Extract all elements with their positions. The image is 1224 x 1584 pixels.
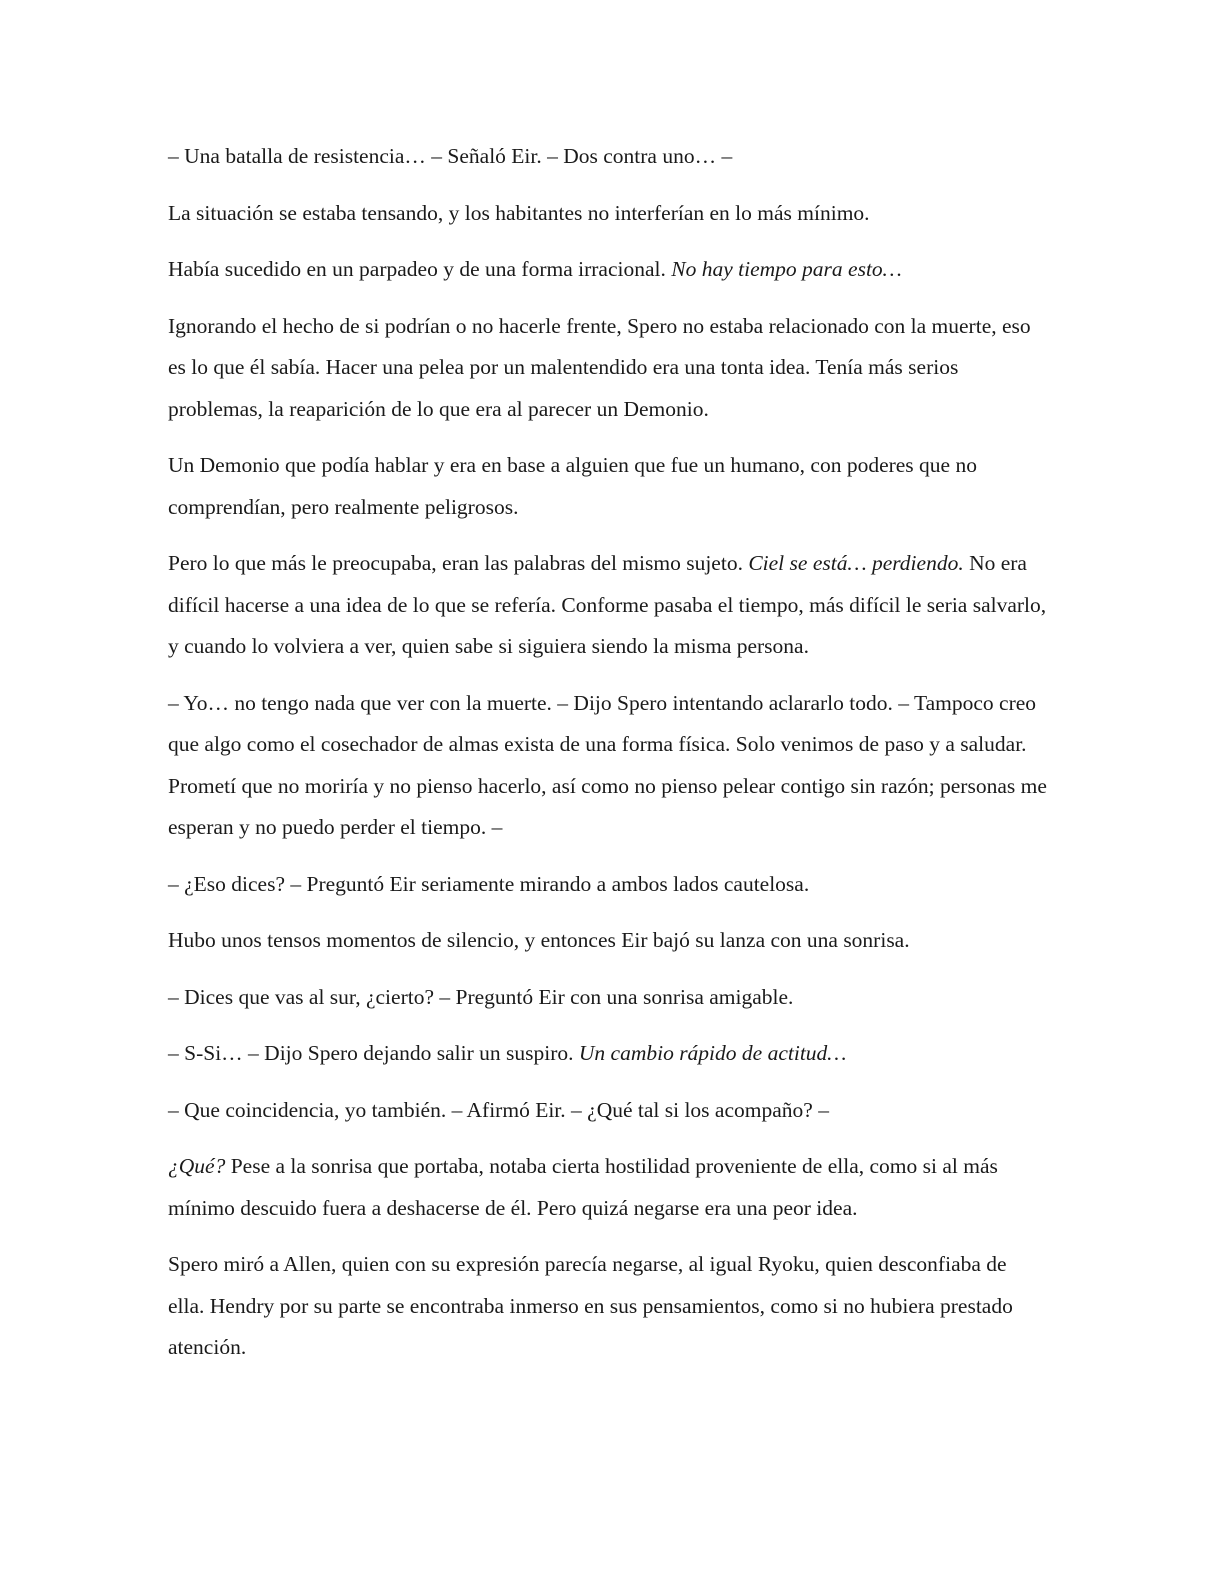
paragraph [168, 1146, 1048, 1229]
text-segment: Pese a la sonrisa que portaba, notaba cierta hostilidad proveniente de ella, como si al más mínimo descuido fuera a deshacerse de él. Pero quizá negarse era una peor idea. [168, 1154, 998, 1220]
text-segment: Spero miró a Allen, quien con su expresión parecía negarse, al igual Ryoku, quien desconfiaba de ella. Hendry por su parte se encontraba inmerso en sus pensamientos, como si no hubiera prestado atención. [168, 1252, 1013, 1359]
text-segment: Pero lo que más le preocupaba, eran las palabras del mismo sujeto. [168, 551, 749, 575]
paragraph [168, 683, 1048, 849]
text-segment: – Yo… no tengo nada que ver con la muerte. – Dijo Spero intentando aclararlo todo. – Tampoco creo que algo como el cosechador de almas exista de una forma física. Solo venimos de paso y a saludar. Prometí que no moriría y no pienso hacerlo, así como no pienso pelear contigo sin razón; personas me esperan y no puedo perder el tiempo. – [168, 690, 1047, 839]
paragraph [168, 249, 1048, 291]
italic-text: Un cambio rápido de actitud… [578, 1041, 847, 1065]
paragraph [168, 1244, 1048, 1369]
italic-text: Ciel se está… perdiendo. [748, 551, 964, 575]
paragraph [168, 445, 1048, 528]
italic-text: ¿Qué? [168, 1154, 226, 1178]
paragraph [168, 193, 1048, 235]
paragraph [168, 1033, 1048, 1075]
text-segment: No era difícil hacerse a una idea de lo que se refería. Conforme pasaba el tiempo, más difícil le seria salvarlo, y cuando lo volviera a ver, quien sabe si siguiera siendo la misma persona. [168, 551, 1047, 658]
text-segment: Ignorando el hecho de si podrían o no hacerle frente, Spero no estaba relacionado con la muerte, eso es lo que él sabía. Hacer una pelea por un malentendido era una tonta idea. Tenía más serios problemas, la reaparición de lo que era al parecer un Demonio. [168, 313, 1031, 421]
paragraph [168, 136, 1048, 178]
text-segment: – Que coincidencia, yo también. – Afirmó Eir. – ¿Qué tal si los acompaño? – [168, 1097, 829, 1122]
paragraph [168, 977, 1048, 1019]
paragraph [168, 920, 1048, 962]
text-segment: – S-Si… – Dijo Spero dejando salir un suspiro. [168, 1041, 579, 1065]
italic-text: No hay tiempo para esto… [671, 257, 902, 281]
document-page [168, 136, 1048, 1384]
text-segment: Había sucedido en un parpadeo y de una forma irracional. [168, 257, 672, 281]
text-segment: – Dices que vas al sur, ¿cierto? – Preguntó Eir con una sonrisa amigable. [168, 984, 794, 1009]
text-segment: – Una batalla de resistencia… – Señaló Eir. – Dos contra uno… – [168, 144, 733, 168]
paragraph [168, 306, 1048, 431]
paragraph [168, 543, 1048, 668]
paragraph [168, 864, 1048, 906]
text-segment: Hubo unos tensos momentos de silencio, y entonces Eir bajó su lanza con una sonrisa. [168, 928, 910, 952]
text-segment: – ¿Eso dices? – Preguntó Eir seriamente mirando a ambos lados cautelosa. [168, 871, 810, 896]
text-segment: Un Demonio que podía hablar y era en base a alguien que fue un humano, con poderes que no comprendían, pero realmente peligrosos. [168, 453, 977, 519]
text-segment: La situación se estaba tensando, y los habitantes no interferían en lo más mínimo. [168, 200, 870, 225]
paragraph [168, 1090, 1048, 1132]
